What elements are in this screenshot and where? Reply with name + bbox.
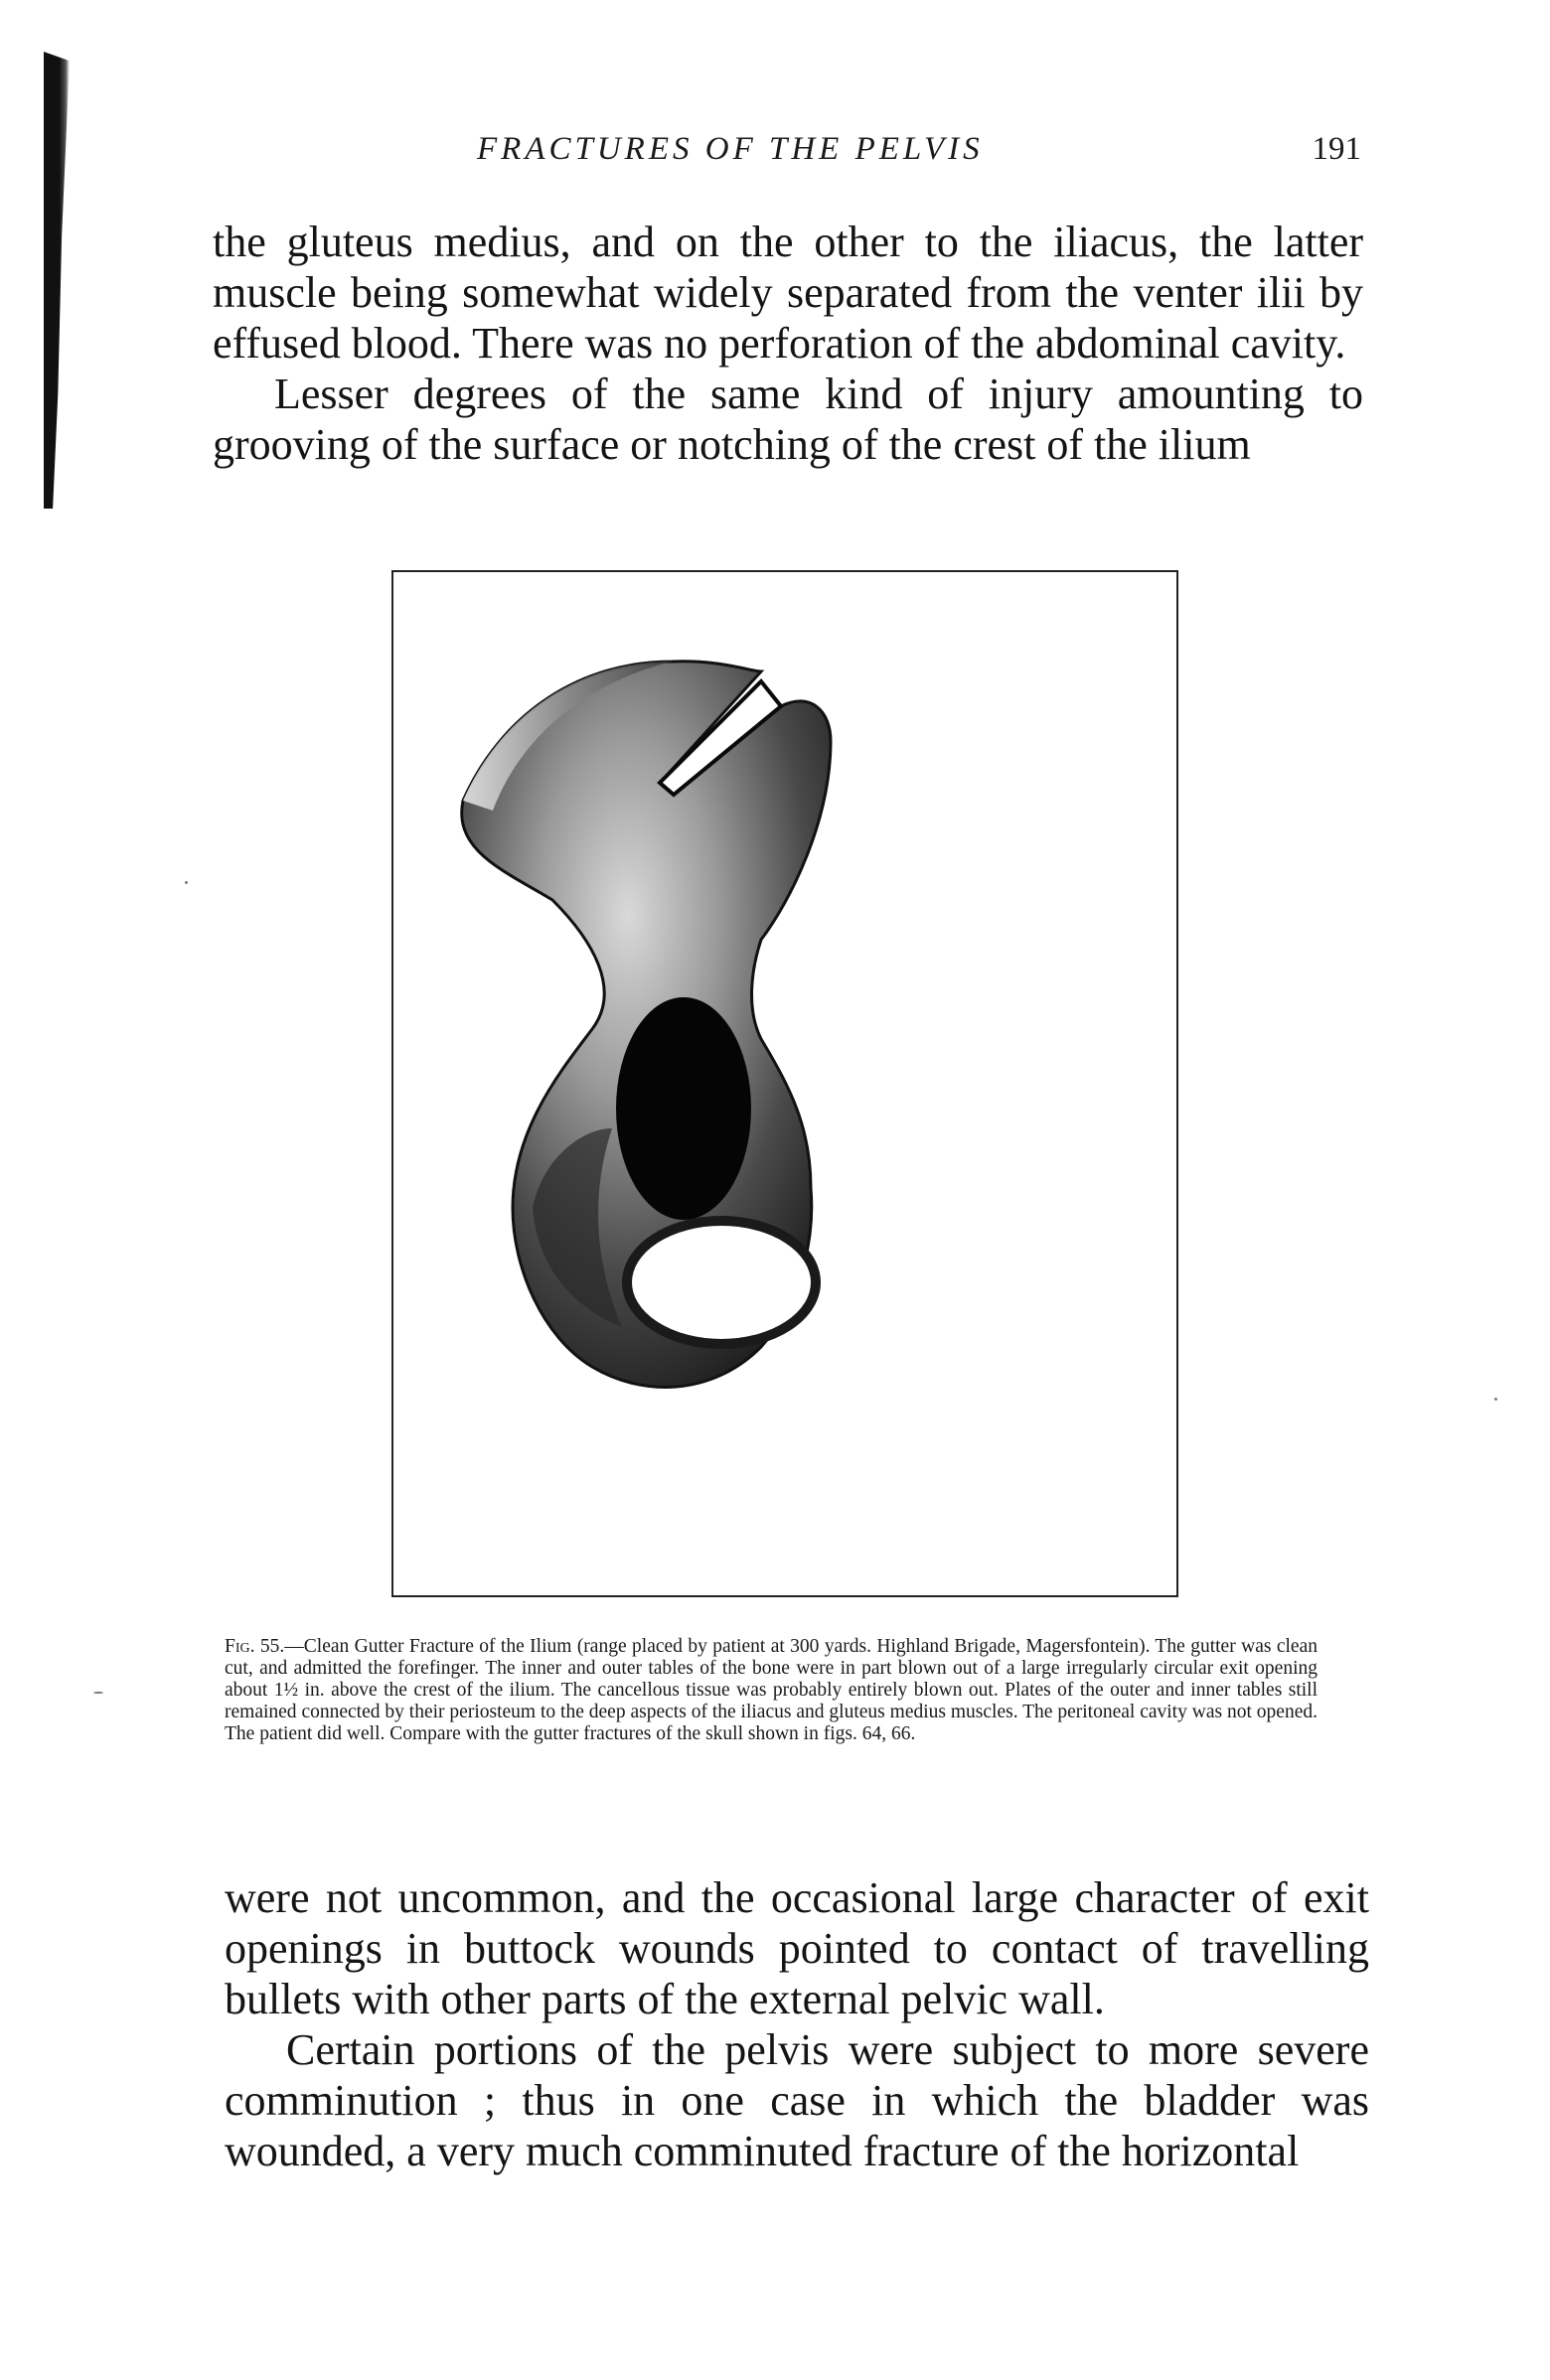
scan-speck [1494,1398,1497,1401]
figure-label: Fig. 55. [225,1636,285,1657]
figure-ilium-photo [391,570,1178,1597]
obturator-foramen [627,1221,816,1344]
page-header [219,131,1371,181]
scan-speck [185,881,188,884]
paragraph-continuation: the gluteus medius, and on the other to the iliacus, the latter muscle being somewhat widely separated from the venter ilii by effused blood. There was no perforation of the abdominal cavity. [213,218,1363,368]
running-title: FRACTURES OF THE PELVIS [477,131,984,167]
exit-opening-hole [616,997,751,1220]
bottom-text-block [225,1872,1369,2176]
paragraph-lesser-degrees: Lesser degrees of the same kind of injury amounting to grooving of the surface or notching of the crest of the ilium [213,370,1363,469]
scan-speck [93,1692,103,1694]
paragraph-continuation-2: were not uncommon, and the occasional large character of exit openings in buttock wounds pointed to contact of travelling bullets with other parts of the external pelvic wall. [225,1873,1369,2023]
top-text-block [213,217,1363,470]
ilium-bone-illustration [393,572,1176,1595]
scan-binding-shadow [44,52,70,509]
page-number: 191 [1312,131,1361,167]
figure-caption-text: —Clean Gutter Fracture of the Ilium (range placed by patient at 300 yards. Highland Brigade, Magersfontein). The gutter was clean cut, and admitted the forefinger. The inner and outer tables of the bone were in part blown out of a large irregularly circular exit opening about 1½ in. above the crest of the ilium. The cancellous tissue was probably entirely blown out. Plates of the outer and inner tables still remained connected by their periosteum to the deep aspects of the iliacus and gluteus medius muscles. The peritoneal cavity was not opened. The patient did well. Compare with the gutter fractures of the skull shown in figs. 64, 66. [225,1636,1318,1744]
paragraph-pelvis-comminution: Certain portions of the pelvis were subject to more severe comminution ; thus in one case in which the bladder was wounded, a very much comminuted fracture of the horizontal [225,2025,1369,2175]
figure-caption [225,1636,1318,1745]
